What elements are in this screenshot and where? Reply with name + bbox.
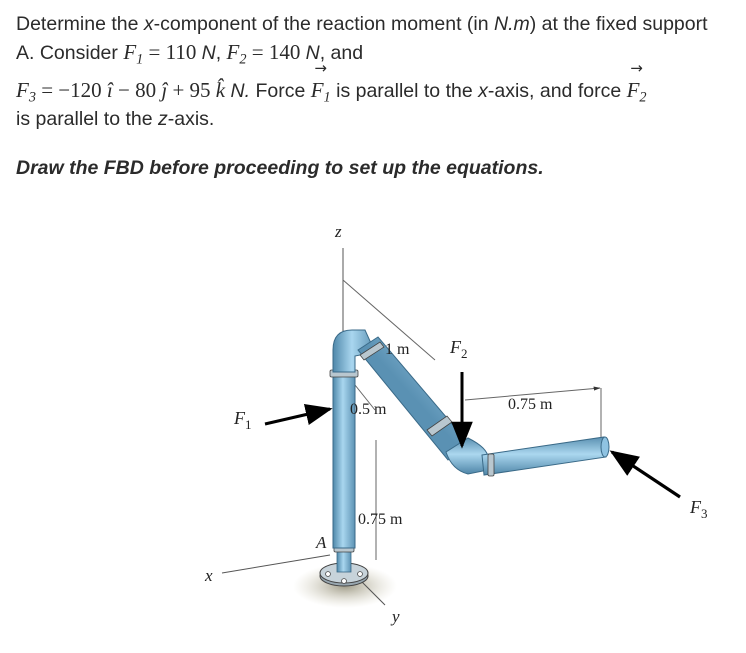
force-f3-label [689, 497, 708, 521]
vertical-pipe [330, 356, 358, 548]
dimension-label-075m-horizontal: 0.75 m [508, 396, 553, 413]
text-segment: -axis, and force [487, 80, 627, 102]
text-segment: -axis. [167, 108, 215, 130]
text-segment: , [215, 42, 227, 64]
text-segment: is parallel to the [16, 108, 158, 130]
symbol-letter: F [310, 78, 324, 102]
text-segment: . Consider [29, 42, 124, 64]
symbol-subscript: 1 [136, 51, 144, 68]
symbol-subscript: 2 [239, 51, 247, 68]
dimension-label-075m-vertical: 0.75 m [358, 511, 403, 528]
k-unit-vector: k̂ [215, 78, 226, 102]
instruction-text: Draw the FBD before proceeding to set up the equations. [16, 157, 544, 179]
z-axis-label: z [335, 222, 342, 241]
text-segment: Force [250, 80, 311, 102]
text-segment: z [158, 108, 168, 130]
dimension-label-05m: 0.5 m [350, 401, 387, 418]
force-f1-label [233, 408, 252, 432]
label-subscript: 3 [701, 506, 708, 521]
text-segment: x [478, 80, 488, 102]
symbol-subscript: 3 [28, 89, 36, 106]
fixed-support-flange [320, 546, 368, 586]
symbol-letter: F [16, 78, 29, 102]
support-label-text: A [16, 42, 30, 64]
f3-k-coefficient: + 95 [167, 78, 216, 102]
unit-text: N [201, 42, 216, 64]
text-segment: , and [319, 42, 364, 64]
unit-text: N. [225, 80, 251, 102]
text-segment: ) at the fixed support [529, 13, 708, 35]
label-letter: F [234, 408, 245, 428]
force-f1-arrow [265, 409, 330, 424]
symbol-subscript: 2 [639, 89, 647, 106]
label-subscript: 2 [461, 346, 468, 361]
support-label: A [316, 533, 327, 552]
text-segment: -component of the reaction moment (in [153, 13, 494, 35]
force-f2-label [449, 337, 468, 361]
label-subscript: 1 [245, 417, 252, 432]
horizontal-pipe [482, 437, 609, 476]
symbol-subscript: 1 [323, 89, 331, 106]
text-segment: is parallel to the [330, 80, 479, 102]
f1-value: = 110 [143, 40, 202, 64]
text-segment: Determine the [16, 13, 144, 35]
label-letter: F [450, 337, 461, 357]
i-unit-vector: î [106, 78, 113, 102]
label-letter: F [690, 497, 701, 517]
symbol-letter: F [626, 78, 640, 102]
symbol-letter: F [226, 40, 240, 64]
unit-text: N.m [494, 13, 530, 35]
symbol-letter: F [123, 40, 137, 64]
j-unit-vector: ĵ [161, 78, 168, 102]
unit-text: N [305, 42, 320, 64]
dimension-label-1m: 1 m [385, 341, 410, 358]
f2-value: = 140 [246, 40, 306, 64]
y-axis-label: y [392, 607, 400, 626]
x-axis-label: x [205, 566, 213, 585]
f3-i-coefficient: = −120 [35, 78, 107, 102]
f3-j-coefficient: − 80 [112, 78, 162, 102]
text-segment: x [143, 13, 154, 35]
force-f3-arrow [612, 452, 680, 497]
